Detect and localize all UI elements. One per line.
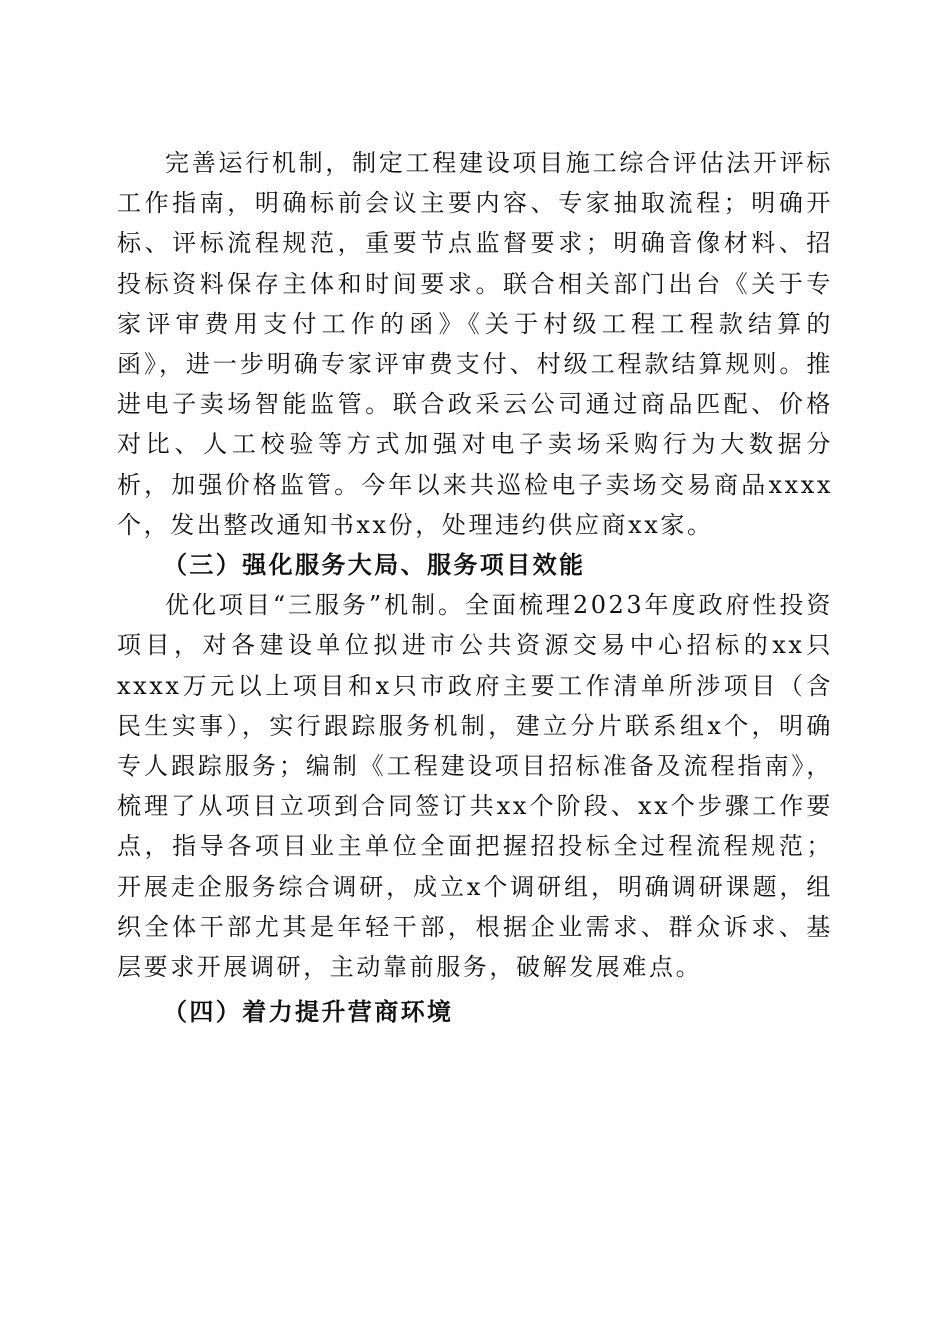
paragraph-operation-mechanism: 完善运行机制，制定工程建设项目施工综合评估法开评标工作指南，明确标前会议主要内容、专家抽取流程；明确开标、评标流程规范，重要节点监督要求；明确音像材料、招投标资料保存主体和时间要求。联合相关部门出台《关于专家评审费用支付工作的函》《关于村级工程工程款结算的函》，进一步明确专家评审费支付、村级工程款结算规则。推进电子卖场智能监管。联合政采云公司通过商品匹配、价格对比、人工校验等方式加强对电子卖场采购行为大数据分析，加强价格监管。今年以来共巡检电子卖场交易商品xxxx个，发出整改通知书xx份，处理违约供应商xx家。 (117, 149, 833, 539)
section-heading-3: （三）强化服务大局、服务项目效能 (163, 551, 586, 580)
document-page (117, 143, 833, 1032)
section-heading-4: （四）着力提升营商环境 (163, 998, 454, 1027)
paragraph-project-service: 优化项目“三服务”机制。全面梳理2023年度政府性投资项目，对各建设单位拟进市公共资源交易中心招标的xx只xxxx万元以上项目和x只市政府主要工作清单所涉项目（含民生实事），实行跟踪服务机制，建立分片联系组x个，明确专人跟踪服务；编制《工程建设项目招标准备及流程指南》，梳理了从项目立项到合同签订共xx个阶段、xx个步骤工作要点，指导各项目业主单位全面把握招投标全过程流程规范；开展走企服务综合调研，成立x个调研组，明确调研课题，组织全体干部尤其是年轻干部，根据企业需求、群众诉求、基层要求开展调研，主动靠前服务，破解发展难点。 (117, 591, 833, 982)
